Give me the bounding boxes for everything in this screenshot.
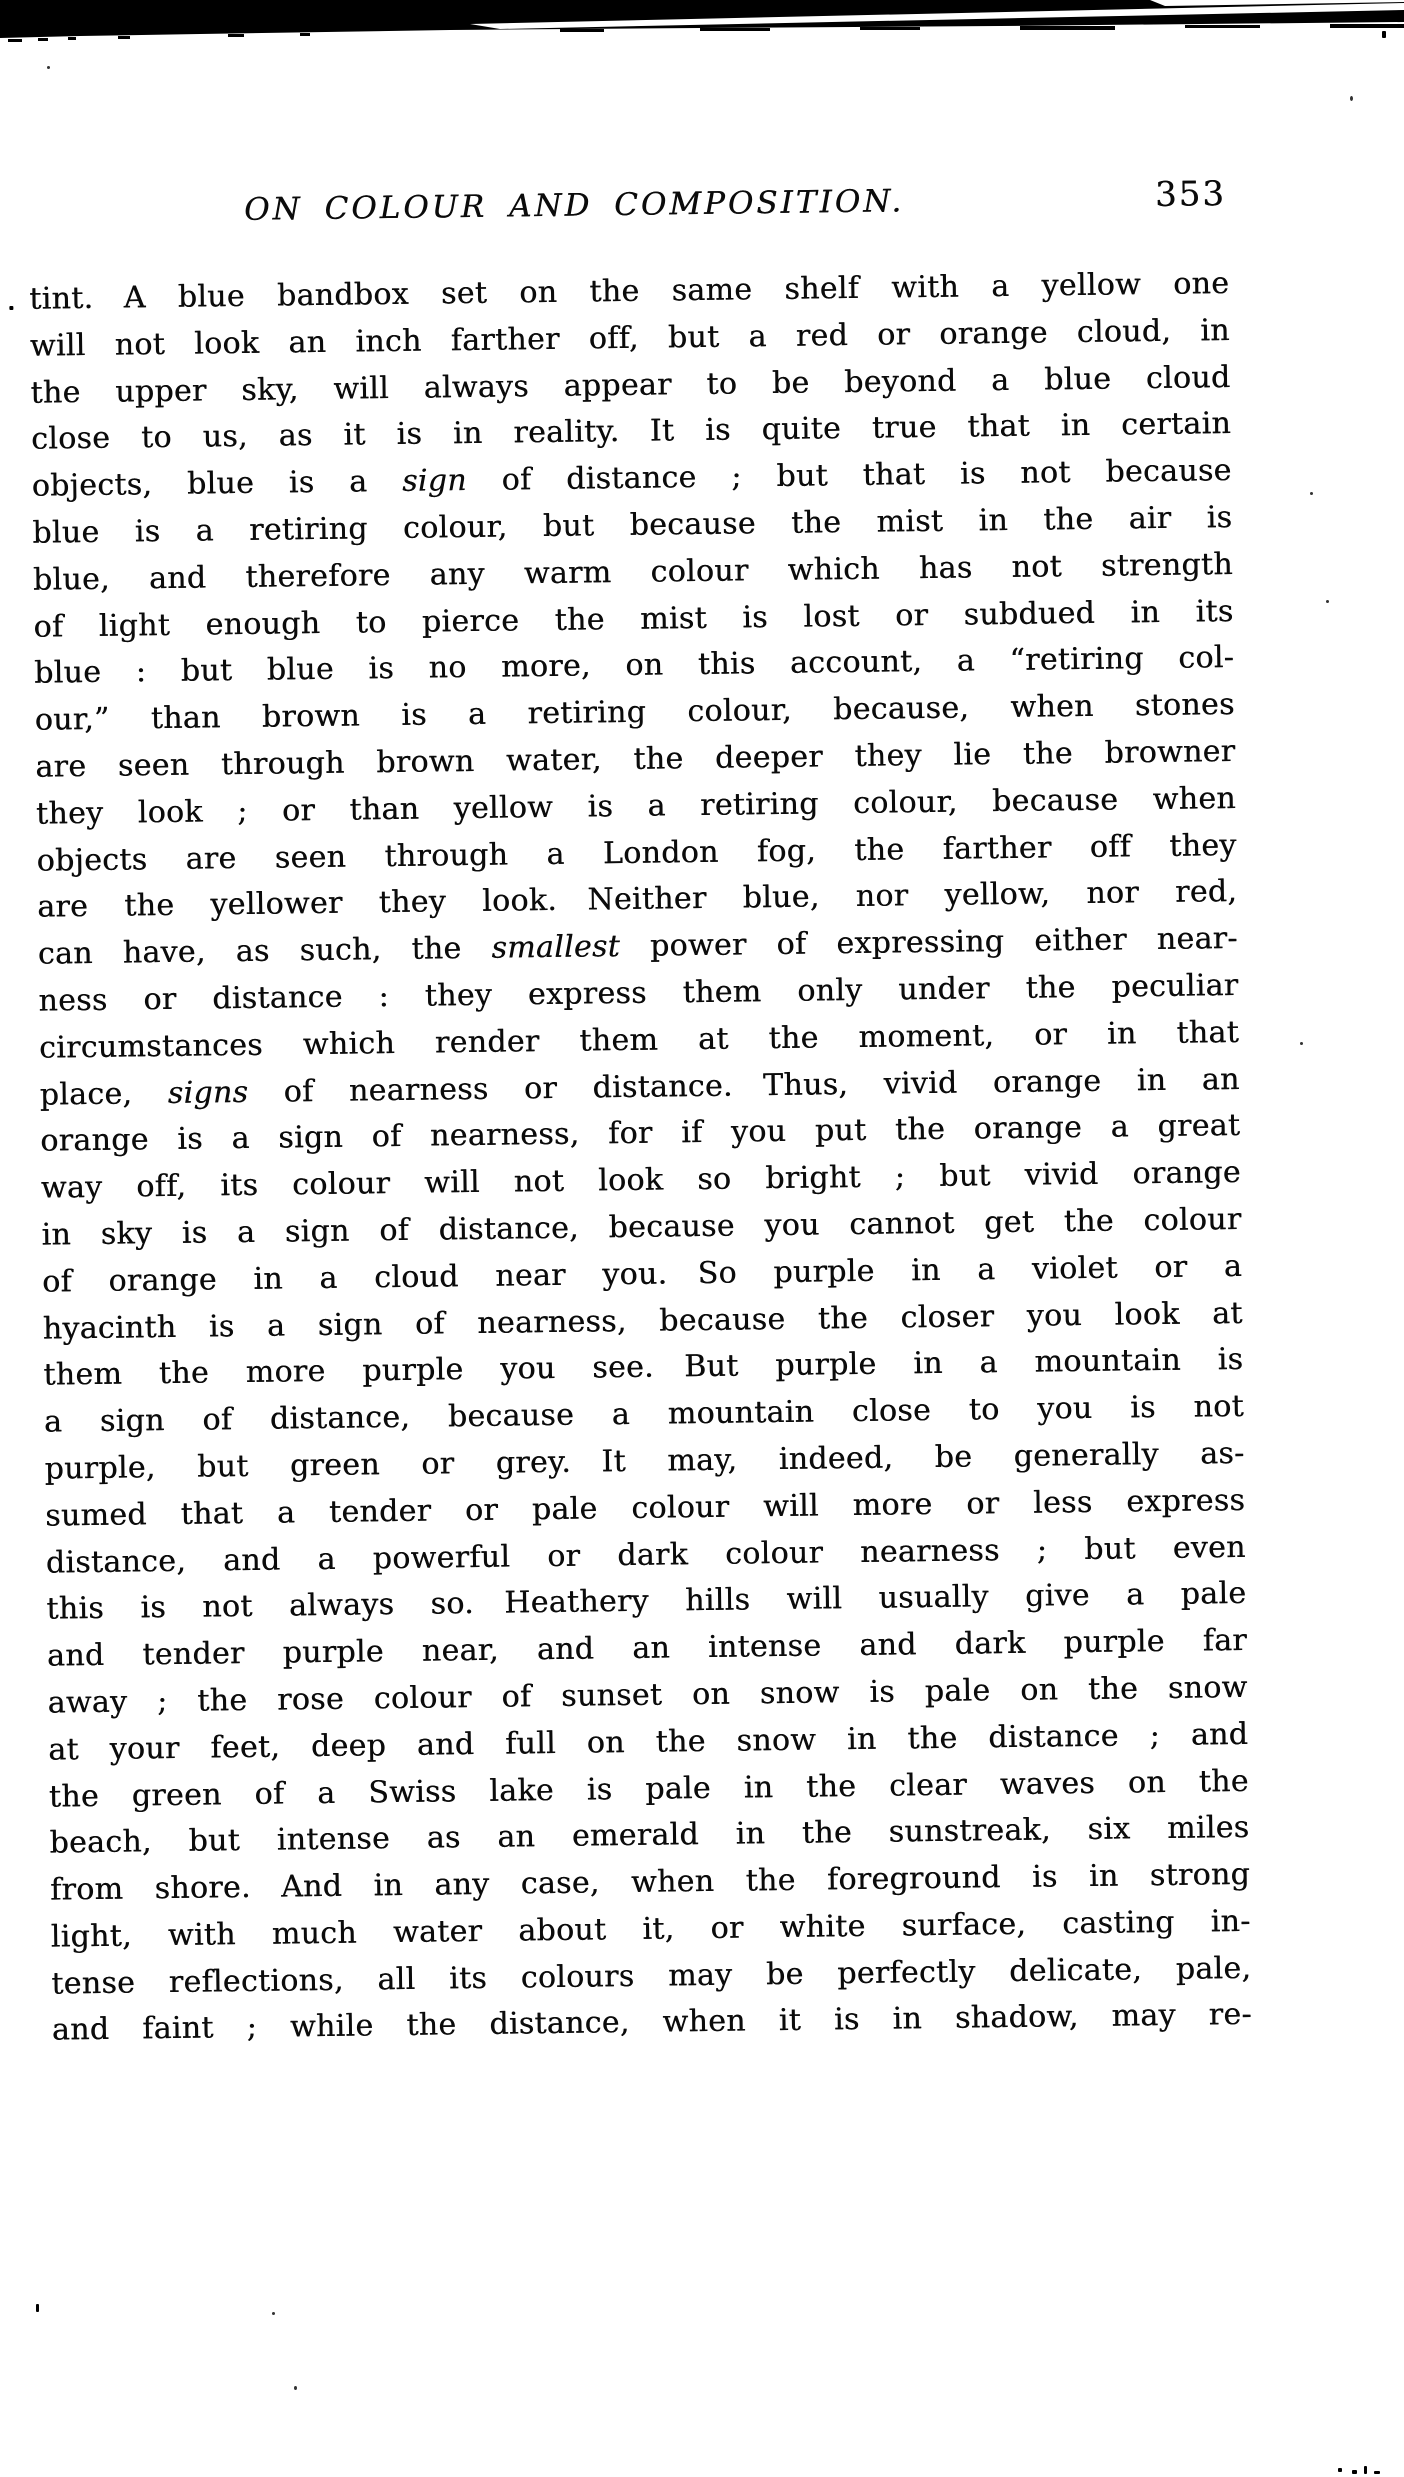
- text-line: of light enough to pierce the mist is lost or subdued in its: [33, 593, 1234, 645]
- text-line: beach, but intense as an emerald in the sunstreak, six miles: [49, 1810, 1250, 1861]
- text-line: this is not always so. Heathery hills will usually give a pale: [46, 1576, 1247, 1627]
- text-line: objects, blue is a sign of distance ; but that is not because: [31, 453, 1232, 504]
- text-line: they look ; or than yellow is a retiring colour, because when: [35, 780, 1237, 832]
- text-line: distance, and a powerful or dark colour nearness ; but even: [45, 1529, 1246, 1581]
- text-line: tint. A blue bandbox set on the same shelf with a yellow one: [29, 266, 1230, 317]
- ink-speck: [9, 306, 13, 310]
- text-line: a sign of distance, because a mountain close to you is not: [43, 1389, 1245, 1440]
- text-line: away ; the rose colour of sunset on snow is pale on the snow: [47, 1669, 1248, 1721]
- text-line: blue : but blue is no more, on this account, a “retiring col-: [33, 640, 1235, 692]
- text-line: from shore. And in any case, when the foreground is in strong: [49, 1856, 1251, 1908]
- ink-speck: [47, 66, 50, 69]
- ink-speck: [1374, 2471, 1380, 2474]
- text-line: purple, but green or grey. It may, indeed, be generally as-: [44, 1435, 1245, 1487]
- body-text: [29, 261, 1252, 2055]
- ink-speck: [1310, 492, 1313, 495]
- text-line: place, signs of nearness or distance. Thus, vivid orange in an: [39, 1061, 1240, 1113]
- text-line: blue is a retiring colour, but because the mist in the air is: [32, 499, 1233, 551]
- text-line: the green of a Swiss lake is pale in the clear waves on the: [48, 1763, 1249, 1815]
- text-line: and tender purple near, and an intense and dark purple far: [46, 1623, 1248, 1674]
- ink-speck: [1382, 31, 1386, 38]
- text-line: in sky is a sign of distance, because you cannot get the colour: [41, 1201, 1242, 1253]
- ink-speck: [294, 2386, 297, 2390]
- ink-speck: [1352, 2470, 1357, 2474]
- text-line: light, with much water about it, or white surface, casting in-: [50, 1903, 1251, 1955]
- text-line: orange is a sign of nearness, for if you put the orange a great: [40, 1108, 1241, 1160]
- text-line: ness or distance : they express them only under the peculiar: [38, 967, 1239, 1019]
- ink-speck: [1364, 2466, 1367, 2474]
- text-line: our,” than brown is a retiring colour, because, when stones: [34, 687, 1235, 738]
- page-number: 353: [1154, 174, 1227, 215]
- text-line: hyacinth is a sign of nearness, because the closer you look at: [42, 1295, 1243, 1347]
- ink-speck: [1338, 2468, 1342, 2472]
- text-line: the upper sky, will always appear to be beyond a blue cloud: [30, 359, 1231, 411]
- ink-speck: [36, 2304, 39, 2312]
- ink-speck: [272, 2312, 275, 2315]
- text-line: are seen through brown water, the deeper they lie the browner: [35, 733, 1236, 785]
- text-line: objects are seen through a London fog, the farther off they: [36, 827, 1237, 879]
- text-line: close to us, as it is in reality. It is quite true that in certain: [30, 406, 1232, 458]
- ink-speck: [1300, 1042, 1303, 1045]
- text-line: will not look an inch farther off, but a red or orange cloud, in: [29, 312, 1231, 364]
- text-line: way off, its colour will not look so bright ; but vivid orange: [40, 1155, 1242, 1206]
- text-line: sumed that a tender or pale colour will more or less express: [44, 1482, 1246, 1534]
- running-head-title: ON COLOUR AND COMPOSITION.: [243, 183, 905, 228]
- ink-speck: [1350, 96, 1353, 101]
- text-line: them the more purple you see. But purple in a mountain is: [43, 1342, 1244, 1393]
- text-line: are the yellower they look. Neither blue, nor yellow, nor red,: [37, 874, 1238, 926]
- text-line: tense reflections, all its colours may be perfectly delicate, pale,: [51, 1950, 1252, 2002]
- text-line: of orange in a cloud near you. So purple in a violet or a: [41, 1248, 1243, 1300]
- ink-speck: [1326, 600, 1329, 603]
- text-line: can have, as such, the smallest power of expressing either near-: [37, 921, 1238, 972]
- text-line: blue, and therefore any warm colour which has not strength: [32, 546, 1234, 598]
- text-line: circumstances which render them at the moment, or in that: [38, 1014, 1240, 1066]
- text-line: at your feet, deep and full on the snow in the distance ; and: [48, 1716, 1249, 1768]
- text-line: and faint ; while the distance, when it is in shadow, may re-: [51, 1997, 1253, 2049]
